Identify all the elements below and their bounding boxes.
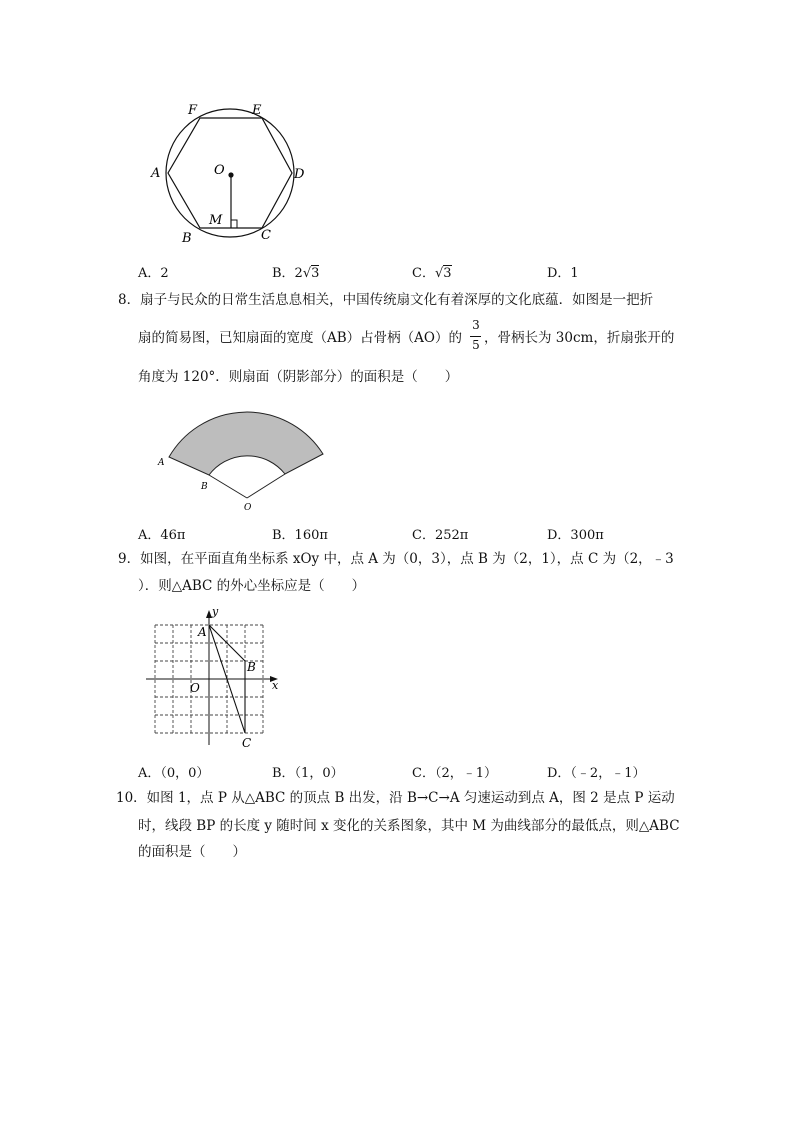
fan-shaded-region [169,412,323,475]
right-angle-mark [231,220,237,228]
q8-option-c[interactable]: C．252π [412,528,469,543]
rib-right [247,474,285,498]
radical-sign: √ [302,266,312,281]
q7-hexagon-figure [140,95,320,255]
label-a: A [151,166,161,181]
q7-option-c-text: C． [412,266,435,281]
q9-option-c[interactable]: C．（2，﹣1） [412,766,497,781]
q7-option-b-text: B．2 [272,266,303,281]
center-point [228,172,233,177]
q9-option-a[interactable]: A．（0，0） [138,766,210,781]
fraction-numerator: 3 [472,318,480,332]
label-a: A [158,458,165,468]
label-o: O [190,681,200,695]
q7-option-a[interactable]: A．2 [138,266,169,281]
label-m: M [209,213,223,228]
label-o: O [214,163,225,178]
label-b: B [247,660,256,674]
q8-option-a[interactable]: A．46π [138,528,186,543]
q8-option-b[interactable]: B．160π [272,528,328,543]
label-e: E [252,103,262,118]
q9-option-b[interactable]: B．（1，0） [272,766,344,781]
rib-left [209,475,247,498]
q9-option-d[interactable]: D．（﹣2，﹣1） [547,766,646,781]
q10-line-3: 的面积是（ ） [138,844,246,860]
q8-fan-figure [150,398,340,516]
label-x: x [272,679,279,692]
q7-option-c-radicand: 3 [443,266,452,281]
q7-option-d[interactable]: D．1 [547,266,579,281]
radical-sign: √ [434,266,444,281]
label-a: A [198,625,207,639]
q7-option-c[interactable] [412,262,452,281]
q8-option-d[interactable]: D．300π [547,528,604,543]
q10-line-2: 时，线段 BP 的长度 y 随时间 x 变化的关系图象，其中 M 为曲线部分的最低点，则△ABC [138,818,680,834]
q7-option-b-radicand: 3 [311,266,320,281]
q9-line-1: 9．如图，在平面直角坐标系 xOy 中，点 A 为（0，3），点 B 为（2，1），点 C 为（2，﹣3 [118,551,674,567]
label-b: B [182,231,192,246]
q8-line-1: 8．扇子与民众的日常生活息息相关，中国传统扇文化有着深厚的文化底蕴．如图是一把折 [118,292,654,308]
label-d: D [294,167,305,182]
label-b: B [201,482,208,492]
label-y: y [212,605,219,618]
label-c: C [242,736,252,750]
q9-line-2: ）．则△ABC 的外心坐标应是（ ） [138,578,366,594]
fraction-bar [470,336,481,337]
q8-line-3: 角度为 120°．则扇面（阴影部分）的面积是（ ） [138,369,459,385]
label-c: C [261,228,271,243]
label-f: F [188,103,198,118]
q10-line-1: 10．如图 1，点 P 从△ABC 的顶点 B 出发，沿 B→C→A 匀速运动到点 A，图 2 是点 P 运动 [116,790,675,806]
q8-line-2a: 扇的简易图，已知扇面的宽度（AB）占骨柄（AO）的 [138,330,462,346]
q7-option-b[interactable] [272,262,319,281]
label-o: O [244,503,252,513]
fraction-denominator: 5 [472,338,480,352]
q8-line-2b: ，骨柄长为 30cm，折扇张开的 [484,330,675,346]
q9-coordinate-figure [140,602,290,754]
